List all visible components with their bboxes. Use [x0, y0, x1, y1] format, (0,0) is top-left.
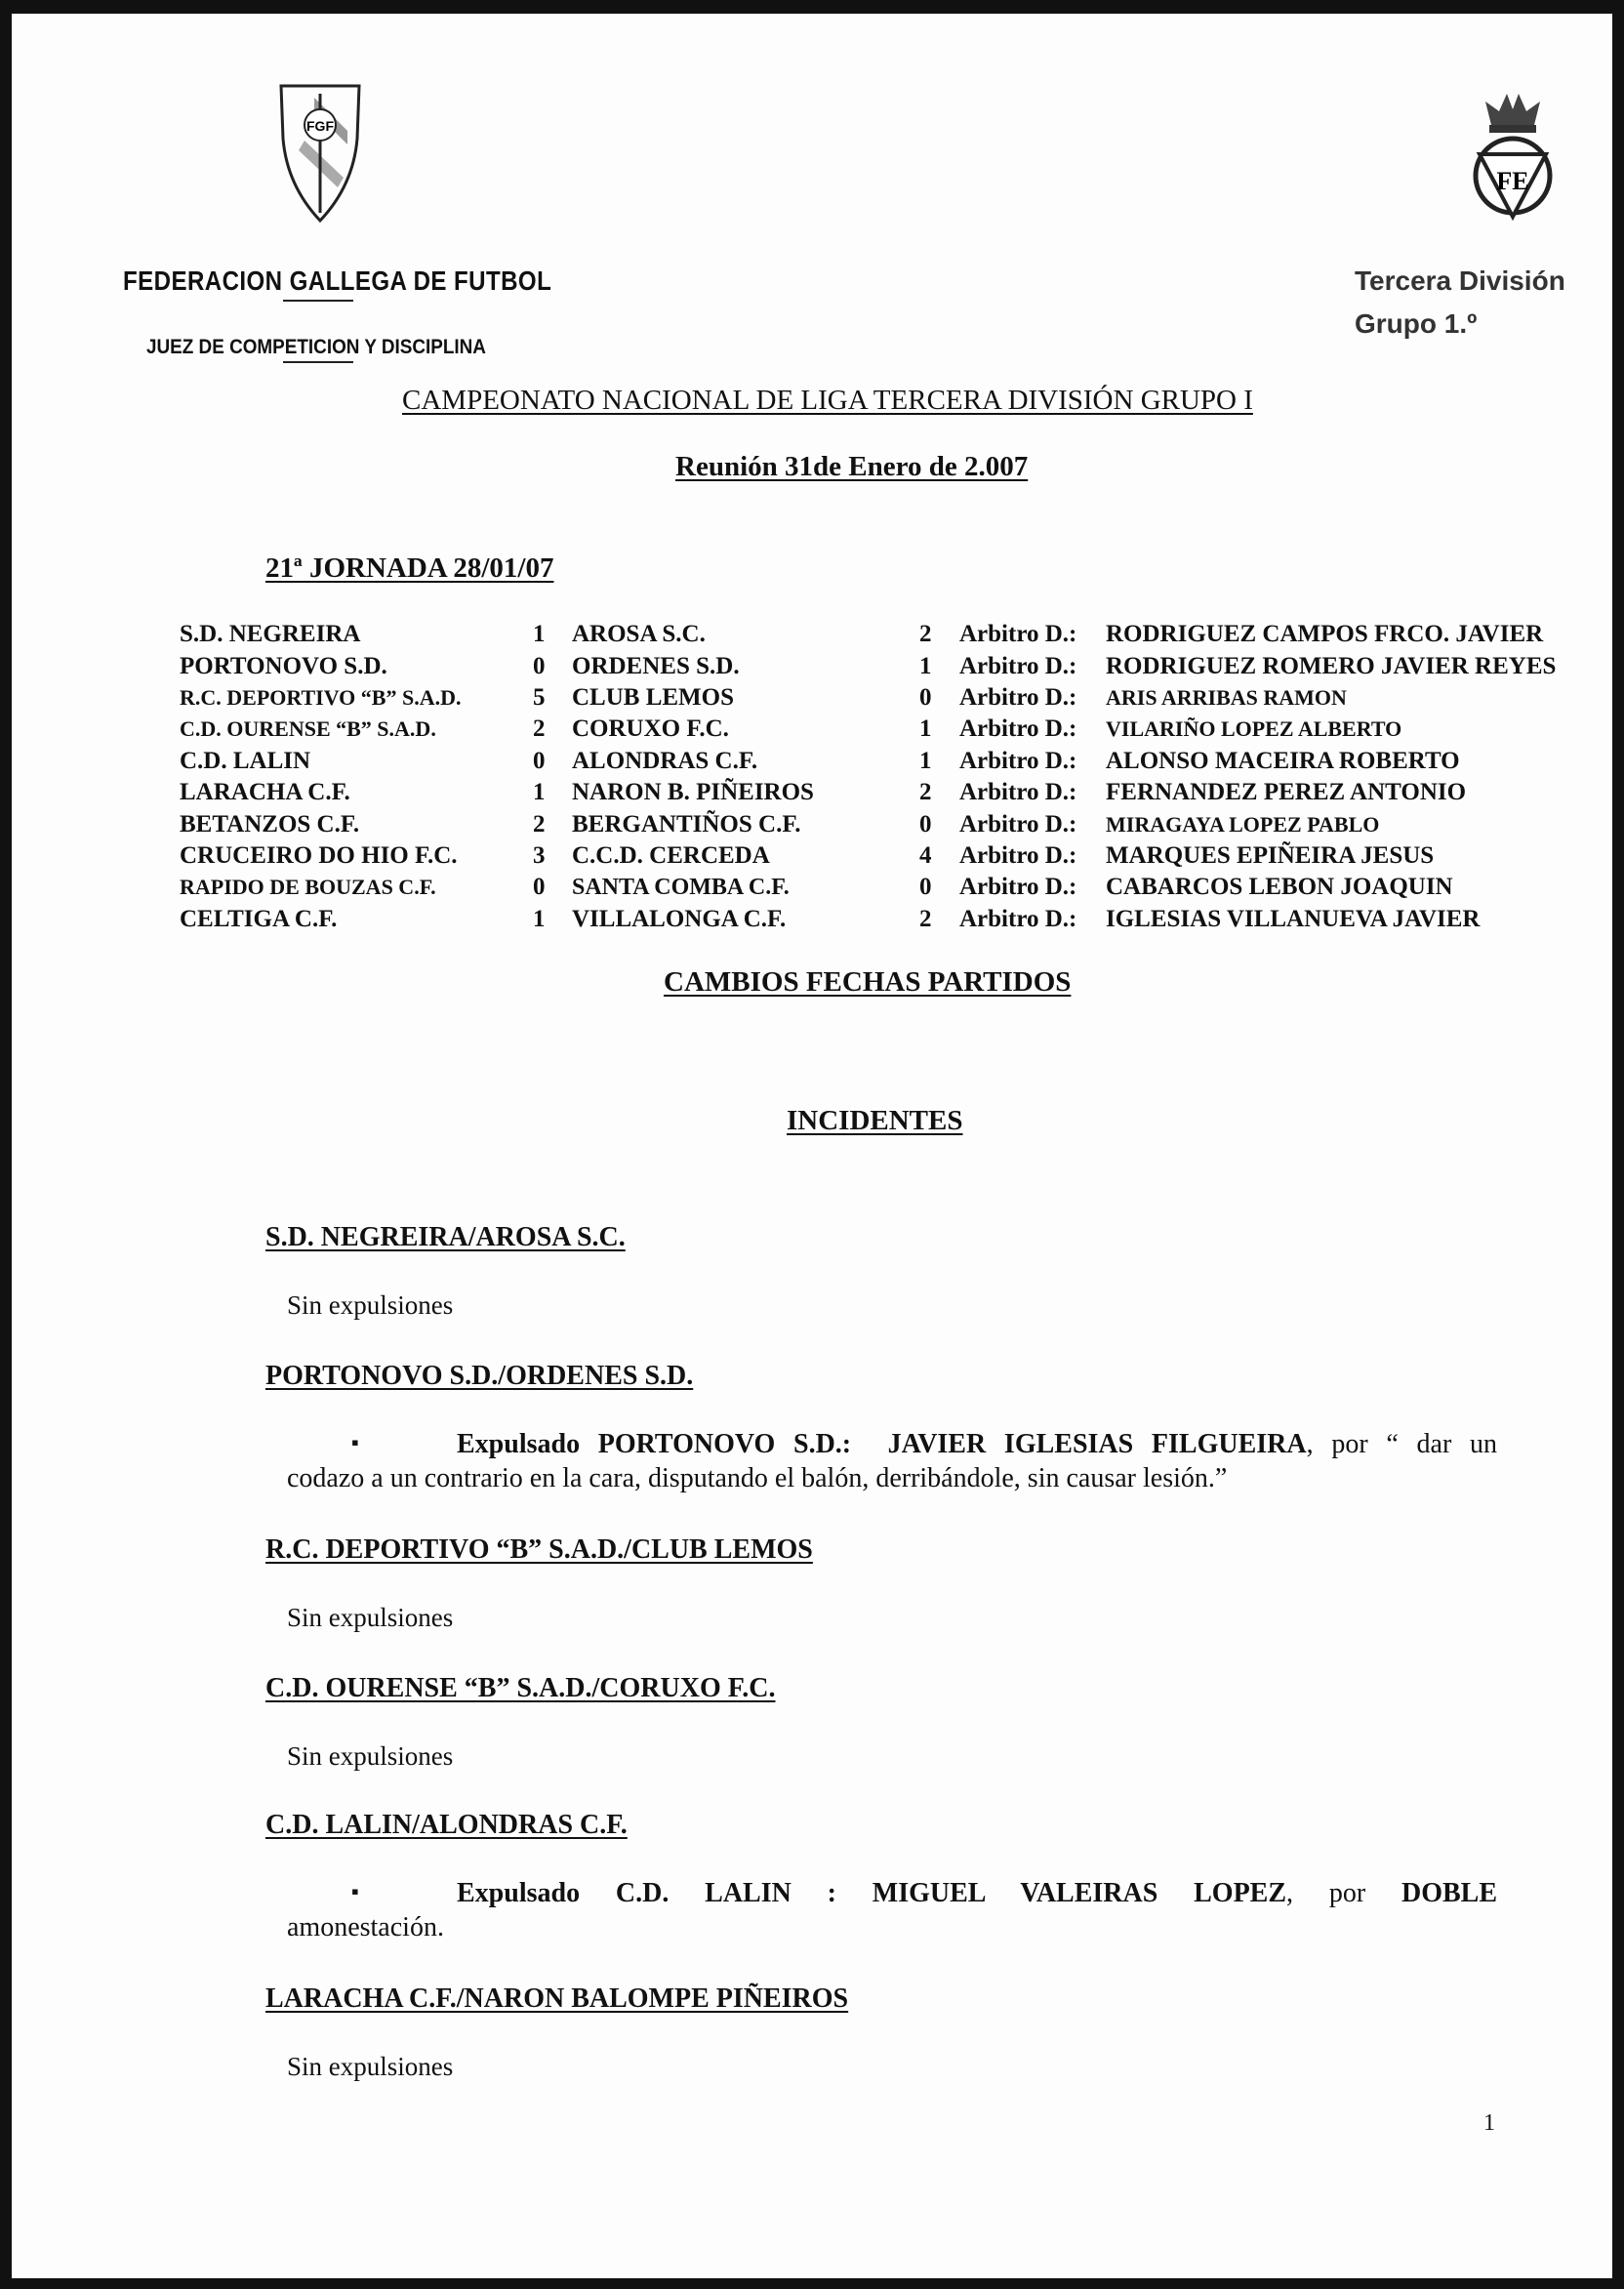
referee-label: Arbitro D.:	[959, 779, 1077, 806]
referee-name: MIRAGAYA LOPEZ PABLO	[1106, 811, 1380, 837]
incident-match-title: S.D. NEGREIRA/AROSA S.C.	[265, 1222, 626, 1252]
expulsion-line	[287, 1876, 1497, 1910]
home-team: LARACHA C.F.	[180, 779, 350, 806]
incident-match-title: C.D. LALIN/ALONDRAS C.F.	[265, 1810, 628, 1840]
home-team: C.D. OURENSE “B” S.A.D.	[180, 716, 436, 742]
divider	[283, 300, 353, 302]
division-group: Grupo 1.º	[1355, 308, 1478, 339]
result-row	[180, 904, 1556, 935]
away-score: 0	[919, 683, 932, 711]
svg-text:FE: FE	[1496, 167, 1529, 195]
incidents-title: INCIDENTES	[787, 1105, 963, 1136]
away-team: NARON B. PIÑEIROS	[572, 779, 814, 806]
home-score: 0	[533, 652, 546, 679]
home-team: C.D. LALIN	[180, 747, 311, 774]
expelled-player: JAVIER IGLESIAS FILGUEIRA	[887, 1429, 1307, 1459]
expulsion-label: Expulsado	[457, 1878, 581, 1908]
rfef-crest-logo	[1466, 90, 1560, 221]
expulsion-por: , por	[1286, 1878, 1366, 1908]
referee-label: Arbitro D.:	[959, 715, 1077, 743]
away-team: SANTA COMBA C.F.	[572, 874, 790, 900]
expulsion-entry	[287, 1876, 1497, 1944]
home-score: 3	[533, 841, 546, 869]
federation-crest-logo	[275, 80, 365, 225]
bullet-icon: ▪	[351, 1879, 359, 1903]
away-score: 2	[919, 779, 932, 806]
svg-text:FGF: FGF	[306, 118, 334, 134]
incident-text: Sin expulsiones	[287, 1290, 454, 1320]
changes-title: CAMBIOS FECHAS PARTIDOS	[664, 966, 1072, 998]
expulsion-reason: DOBLE	[1401, 1878, 1498, 1908]
home-team: RAPIDO DE BOUZAS C.F.	[180, 875, 436, 900]
referee-name: FERNANDEZ PEREZ ANTONIO	[1106, 779, 1467, 806]
referee-name: ALONSO MACEIRA ROBERTO	[1106, 747, 1460, 774]
home-score: 2	[533, 715, 546, 743]
away-score: 1	[919, 652, 932, 679]
away-score: 4	[919, 841, 932, 869]
referee-name: VILARIÑO LOPEZ ALBERTO	[1106, 716, 1402, 742]
away-score: 1	[919, 715, 932, 743]
incident-match-title: LARACHA C.F./NARON BALOMPE PIÑEIROS	[265, 1983, 849, 2014]
expulsion-entry	[287, 1427, 1497, 1495]
away-team: CORUXO F.C.	[572, 715, 729, 743]
result-row	[180, 650, 1556, 681]
away-team: ALONDRAS C.F.	[572, 747, 758, 774]
referee-name: RODRIGUEZ CAMPOS FRCO. JAVIER	[1106, 621, 1544, 648]
championship-title: CAMPEONATO NACIONAL DE LIGA TERCERA DIVISIÓN GRUPO I	[402, 385, 1253, 416]
away-score: 0	[919, 874, 932, 901]
expulsion-label: Expulsado PORTONOVO S.D.:	[457, 1429, 852, 1459]
referee-label: Arbitro D.:	[959, 874, 1077, 901]
judge-title: JUEZ DE COMPETICION Y DISCIPLINA	[146, 336, 486, 358]
incident-text: Sin expulsiones	[287, 1741, 454, 1771]
result-row	[180, 808, 1556, 839]
bullet-icon: ▪	[351, 1430, 359, 1454]
home-score: 5	[533, 683, 546, 711]
home-score: 0	[533, 874, 546, 901]
expulsion-reason-cont: codazo a un contrario en la cara, disputando el balón, derribándole, sin causar lesión.”	[287, 1463, 1228, 1493]
result-row	[180, 746, 1556, 777]
incident-match-title: R.C. DEPORTIVO “B” S.A.D./CLUB LEMOS	[265, 1534, 813, 1565]
result-row	[180, 682, 1556, 714]
home-team: CELTIGA C.F.	[180, 905, 338, 932]
result-row	[180, 872, 1556, 903]
home-team: R.C. DEPORTIVO “B” S.A.D.	[180, 684, 462, 710]
away-team: BERGANTIÑOS C.F.	[572, 810, 801, 838]
referee-name: RODRIGUEZ ROMERO JAVIER REYES	[1106, 652, 1557, 679]
referee-name: CABARCOS LEBON JOAQUIN	[1106, 874, 1453, 901]
away-team: AROSA S.C.	[572, 621, 706, 648]
result-row	[180, 619, 1556, 650]
away-team: VILLALONGA C.F.	[572, 905, 787, 932]
away-team: ORDENES S.D.	[572, 652, 740, 679]
result-row	[180, 714, 1556, 745]
federation-name: FEDERACION GALLEGA DE FUTBOL	[123, 266, 552, 296]
referee-name: ARIS ARRIBAS RAMON	[1106, 684, 1347, 710]
incident-text: Sin expulsiones	[287, 1603, 454, 1632]
meeting-title: Reunión 31de Enero de 2.007	[675, 451, 1029, 482]
home-score: 1	[533, 621, 546, 648]
expelled-team: C.D. LALIN :	[615, 1878, 836, 1908]
matchday-title: 21ª JORNADA 28/01/07	[265, 552, 554, 584]
referee-name: IGLESIAS VILLANUEVA JAVIER	[1106, 905, 1481, 932]
away-score: 2	[919, 621, 932, 648]
document-page	[12, 14, 1612, 2278]
results-table	[180, 619, 1556, 935]
incident-match-title: PORTONOVO S.D./ORDENES S.D.	[265, 1361, 694, 1391]
referee-name: MARQUES EPIÑEIRA JESUS	[1106, 841, 1435, 869]
referee-label: Arbitro D.:	[959, 841, 1077, 869]
expulsion-reason: , por “ dar un	[1306, 1429, 1497, 1459]
home-team: PORTONOVO S.D.	[180, 652, 387, 679]
incident-match-title: C.D. OURENSE “B” S.A.D./CORUXO F.C.	[265, 1673, 776, 1703]
away-score: 0	[919, 810, 932, 838]
result-row	[180, 777, 1556, 808]
result-row	[180, 840, 1556, 872]
referee-label: Arbitro D.:	[959, 621, 1077, 648]
home-score: 1	[533, 779, 546, 806]
away-score: 1	[919, 747, 932, 774]
home-team: CRUCEIRO DO HIO F.C.	[180, 841, 458, 869]
expulsion-reason-cont: amonestación.	[287, 1912, 444, 1942]
referee-label: Arbitro D.:	[959, 905, 1077, 932]
away-team: C.C.D. CERCEDA	[572, 841, 770, 869]
divider	[283, 361, 353, 363]
page-number: 1	[1483, 2110, 1495, 2136]
away-team: CLUB LEMOS	[572, 683, 735, 711]
expulsion-line	[287, 1427, 1497, 1461]
home-score: 2	[533, 810, 546, 838]
incident-text: Sin expulsiones	[287, 2052, 454, 2081]
division-name: Tercera División	[1355, 266, 1565, 296]
referee-label: Arbitro D.:	[959, 810, 1077, 838]
home-team: S.D. NEGREIRA	[180, 621, 361, 648]
home-score: 0	[533, 747, 546, 774]
referee-label: Arbitro D.:	[959, 747, 1077, 774]
referee-label: Arbitro D.:	[959, 652, 1077, 679]
referee-label: Arbitro D.:	[959, 683, 1077, 711]
home-team: BETANZOS C.F.	[180, 810, 360, 838]
away-score: 2	[919, 905, 932, 932]
expelled-player: MIGUEL VALEIRAS LOPEZ	[872, 1878, 1287, 1908]
home-score: 1	[533, 905, 546, 932]
